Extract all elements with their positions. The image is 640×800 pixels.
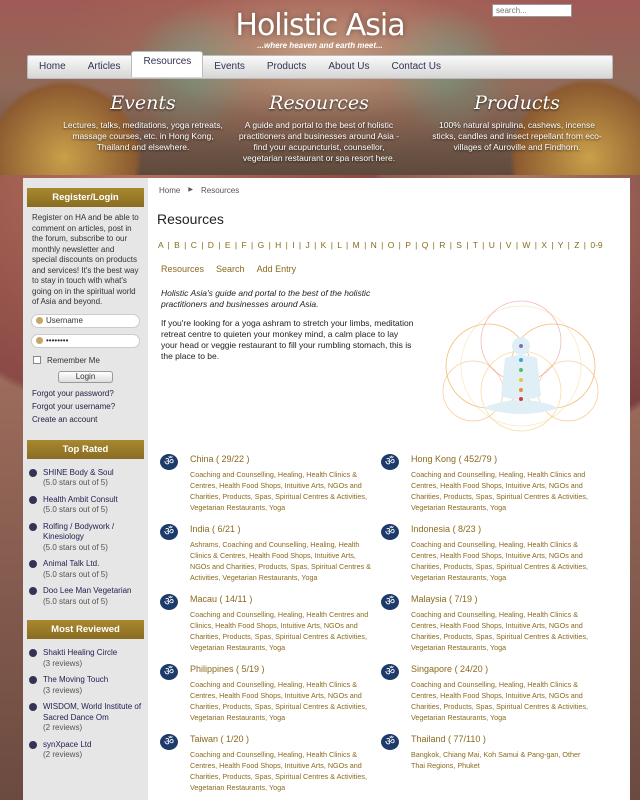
nav-resources[interactable]: Resources: [131, 51, 203, 77]
site-tagline: ...where heaven and earth meet...: [257, 41, 383, 50]
resource-tabs: [161, 264, 296, 274]
site-header: [0, 0, 640, 175]
region-categories[interactable]: Coaching and Counselling, Healing, Health Clinics & Centres, Health Food Shops, Intuitive Arts, NGOs and Charities, Products, Spas, Spiritual Centres & Activities, Vegetarian Restaurants, Yoga: [411, 680, 588, 722]
om-icon: ॐ: [381, 524, 399, 540]
top-rated-heading: Top Rated: [27, 440, 144, 459]
search-input[interactable]: [492, 4, 572, 17]
om-icon: ॐ: [160, 734, 178, 750]
region-title[interactable]: Indonesia ( 8/23 ): [411, 524, 482, 534]
nav-contact-us[interactable]: Contact Us: [391, 61, 441, 72]
item-name[interactable]: The Moving Touch: [43, 675, 109, 684]
list-item[interactable]: [23, 699, 148, 737]
forgot-password-link[interactable]: Forgot your password?: [32, 388, 114, 398]
region-categories[interactable]: Coaching and Counselling, Healing, Health Clinics and Centres, Health Food Shops, Intuitive Arts, NGOs and Charities, Products, Spas, Spiritual Centres & Activities, Vegetarian Restaurants, Yoga: [411, 470, 588, 512]
region-title[interactable]: Singapore ( 24/20 ): [411, 664, 489, 674]
breadcrumb-home[interactable]: Home: [159, 186, 181, 195]
main-nav: [27, 55, 613, 79]
create-account-link[interactable]: Create an account: [32, 414, 98, 424]
nav-products[interactable]: Products: [266, 61, 307, 72]
region-categories[interactable]: Coaching and Counselling, Healing, Health Clinics & Centres, Health Food Shops, Intuitive Arts, NGOs and Charities, Products, Spas, Spiritual Centres & Activities, Vegetarian Restaurants, Yoga: [411, 540, 588, 582]
remember-me[interactable]: [33, 356, 138, 365]
intro: [161, 288, 416, 362]
nav-home[interactable]: Home: [39, 61, 66, 72]
page-title: Resources: [157, 211, 224, 227]
item-reviews: (2 reviews): [43, 723, 83, 732]
item-name[interactable]: Health Ambit Consult: [43, 494, 118, 504]
list-item[interactable]: [23, 737, 148, 764]
tab-resources[interactable]: Resources: [161, 264, 205, 274]
intro-text: If you're looking for a yoga ashram to stretch your limbs, meditation retreat centre to quieten your monkey mind, a calm place to lay your head or veggie restaurant to fill your rumbling stomach, this is the place to be.: [161, 318, 414, 361]
region-title[interactable]: Hong Kong ( 452/79 ): [411, 454, 498, 464]
om-icon: ॐ: [160, 524, 178, 540]
region-title[interactable]: Taiwan ( 1/20 ): [190, 734, 250, 744]
item-name[interactable]: Shakti Healing Circle: [43, 648, 118, 657]
breadcrumb-current: Resources: [200, 186, 240, 195]
promo-events[interactable]: [58, 92, 228, 153]
item-rating: (5.0 stars out of 5): [43, 596, 108, 606]
item-rating: (5.0 stars out of 5): [43, 478, 108, 487]
item-name[interactable]: Rolfing / Bodywork / Kinesiology: [43, 521, 115, 541]
list-item[interactable]: [23, 465, 148, 492]
item-name[interactable]: SHINE Body & Soul: [43, 467, 114, 477]
bullet-icon: [29, 703, 37, 711]
region-categories[interactable]: Ashrams, Coaching and Counselling, Healing, Health Clinics & Centres, Health Food Shops, Intuitive Arts, NGOs and Charities, Products, Spas, Spiritual Centres & Activities, Vegetarian Restaurants, Yoga: [190, 540, 371, 582]
nav-events[interactable]: Events: [214, 61, 245, 72]
promo-text: Lectures, talks, meditations, yoga retreats, massage courses, etc. in Hong Kong, Thailand and elsewhere.: [63, 120, 223, 152]
intro-tagline: Holistic Asia's guide and portal to the best of the holistic practitioners and businesses around Asia.: [161, 288, 371, 309]
region-title[interactable]: Macau ( 14/11 ): [190, 594, 253, 604]
user-icon: [36, 317, 43, 324]
promo-text: 100% natural spirulina, cashews, incense sticks, candles and insect repellant from eco-villages of Auroville and Findhorn.: [432, 120, 602, 152]
region-title[interactable]: Malaysia ( 7/19 ): [411, 594, 478, 604]
promo-title: Events: [110, 92, 176, 114]
tab-search[interactable]: Search: [216, 264, 245, 274]
om-icon: ॐ: [160, 594, 178, 610]
item-rating: (5.0 stars out of 5): [43, 569, 108, 579]
om-icon: ॐ: [160, 454, 178, 470]
region-categories[interactable]: Coaching and Counselling, Healing, Health Clinics & Centres, Health Food Shops, Intuitive Arts, NGOs and Charities, Products, Spas, Spiritual Centres & Activities, Vegetarian Restaurants, Yoga: [411, 610, 588, 652]
alphabet-filter[interactable]: A | B | C | D | E | F | G | H | I | J | K | L | M | N | O | P | Q | R | S | T | U | V | W | X | Y | Z | 0-9: [158, 240, 603, 250]
bullet-icon: [29, 523, 37, 531]
most-reviewed-list: [23, 645, 148, 764]
password-value: ••••••••: [46, 336, 69, 345]
promo-products[interactable]: [432, 92, 602, 153]
site-logo[interactable]: Holistic Asia: [235, 8, 405, 43]
bullet-icon: [29, 676, 37, 684]
login-button[interactable]: Login: [58, 371, 113, 383]
promo-resources[interactable]: [234, 92, 404, 164]
username-placeholder: Username: [46, 316, 83, 325]
promo-text: A guide and portal to the best of holistic practitioners and businesses around Asia - find your acupuncturist, counsellor, vegetarian restaurant or spa resort here.: [238, 120, 400, 163]
list-item[interactable]: [23, 492, 148, 519]
promo-title: Resources: [269, 92, 369, 114]
most-reviewed-heading: Most Reviewed: [27, 620, 144, 639]
region-categories[interactable]: Coaching and Counselling, Healing, Health Clinics & Centres, Health Food Shops, Intuitive Arts, NGOs and Charities, Products, Spas, Spiritual Centres & Activities, Vegetarian Restaurants, Yoga: [190, 470, 367, 512]
list-item[interactable]: [23, 519, 148, 557]
breadcrumb: [159, 186, 239, 195]
password-field[interactable]: [31, 334, 140, 348]
region-title[interactable]: India ( 6/21 ): [190, 524, 241, 534]
region-title[interactable]: Thailand ( 77/110 ): [411, 734, 486, 744]
meditation-figure-image: [413, 296, 623, 446]
region-categories[interactable]: Coaching and Counselling, Healing, Health Clinics & Centres, Health Food Shops, Intuitive Arts, NGOs and Charities, Products, Spas, Spiritual Centres & Activities, Vegetarian Restaurants, Yoga: [190, 750, 367, 792]
list-item[interactable]: [23, 645, 148, 672]
item-reviews: (3 reviews): [43, 685, 83, 695]
region-categories[interactable]: Bangkok, Chiang Mai, Koh Samui & Pang-gan, Other Thai Regions, Phuket: [411, 750, 581, 770]
list-item[interactable]: [23, 672, 148, 699]
item-name[interactable]: synXpace Ltd: [43, 739, 92, 749]
bullet-icon: [29, 649, 37, 657]
om-icon: ॐ: [381, 734, 399, 750]
tab-add-entry[interactable]: Add Entry: [256, 264, 297, 274]
bullet-icon: [29, 469, 37, 477]
remember-label: Remember Me: [47, 355, 100, 365]
region-title[interactable]: China ( 29/22 ): [190, 454, 250, 464]
list-item[interactable]: [23, 583, 148, 610]
item-name[interactable]: Animal Talk Ltd.: [43, 559, 100, 568]
item-rating: (5.0 stars out of 5): [43, 505, 108, 514]
item-name[interactable]: WISDOM, World Institute of Sacred Dance Om: [43, 702, 142, 722]
om-icon: ॐ: [381, 664, 399, 680]
item-reviews: (3 reviews): [43, 658, 83, 668]
region-title[interactable]: Philippines ( 5/19 ): [190, 664, 265, 674]
bullet-icon: [29, 560, 37, 568]
forgot-username-link[interactable]: Forgot your username?: [32, 401, 116, 411]
main-content: [148, 178, 630, 800]
om-icon: ॐ: [381, 454, 399, 470]
om-icon: ॐ: [160, 664, 178, 680]
list-item[interactable]: [23, 556, 148, 583]
account-links: [23, 383, 148, 430]
chevron-right-icon: ▶: [188, 187, 193, 193]
username-field[interactable]: [31, 314, 140, 328]
item-rating: (5.0 stars out of 5): [43, 542, 108, 552]
item-name[interactable]: Doo Lee Man Vegetarian: [43, 586, 132, 595]
remember-checkbox[interactable]: [33, 356, 41, 364]
promo-title: Products: [474, 92, 560, 114]
bullet-icon: [29, 587, 37, 595]
nav-about-us[interactable]: About Us: [328, 61, 370, 72]
top-rated-list: [23, 465, 148, 611]
login-description: Register on HA and be able to comment on articles, post in the forum, subscribe to our monthly newsletter and special discounts on products and services! It's the best way to stay in touch with what's going on in the spiritual world of Asia and beyond.: [32, 213, 139, 306]
lock-icon: [36, 337, 43, 344]
login-heading: Register/Login: [27, 188, 144, 207]
item-reviews: (2 reviews): [43, 750, 83, 759]
region-categories[interactable]: Coaching and Counselling, Healing, Health Centres and Clinics, Health Food Shops, Intuitive Arts, NGOs and Charities, Products, Spas, Spiritual Centres & Activities, Vegetarian Restaurants, Yoga: [190, 610, 369, 652]
om-icon: ॐ: [381, 594, 399, 610]
region-categories[interactable]: Coaching and Counselling, Healing, Health Clinics & Centres, Health Food Shops, Intuitive Arts, NGOs and Charities, Products, Spas, Spiritual Centres & Activities, Vegetarian Restaurants, Yoga: [190, 680, 367, 722]
sidebar: [23, 178, 148, 800]
nav-articles[interactable]: Articles: [87, 61, 121, 72]
bullet-icon: [29, 741, 37, 749]
bullet-icon: [29, 496, 37, 504]
